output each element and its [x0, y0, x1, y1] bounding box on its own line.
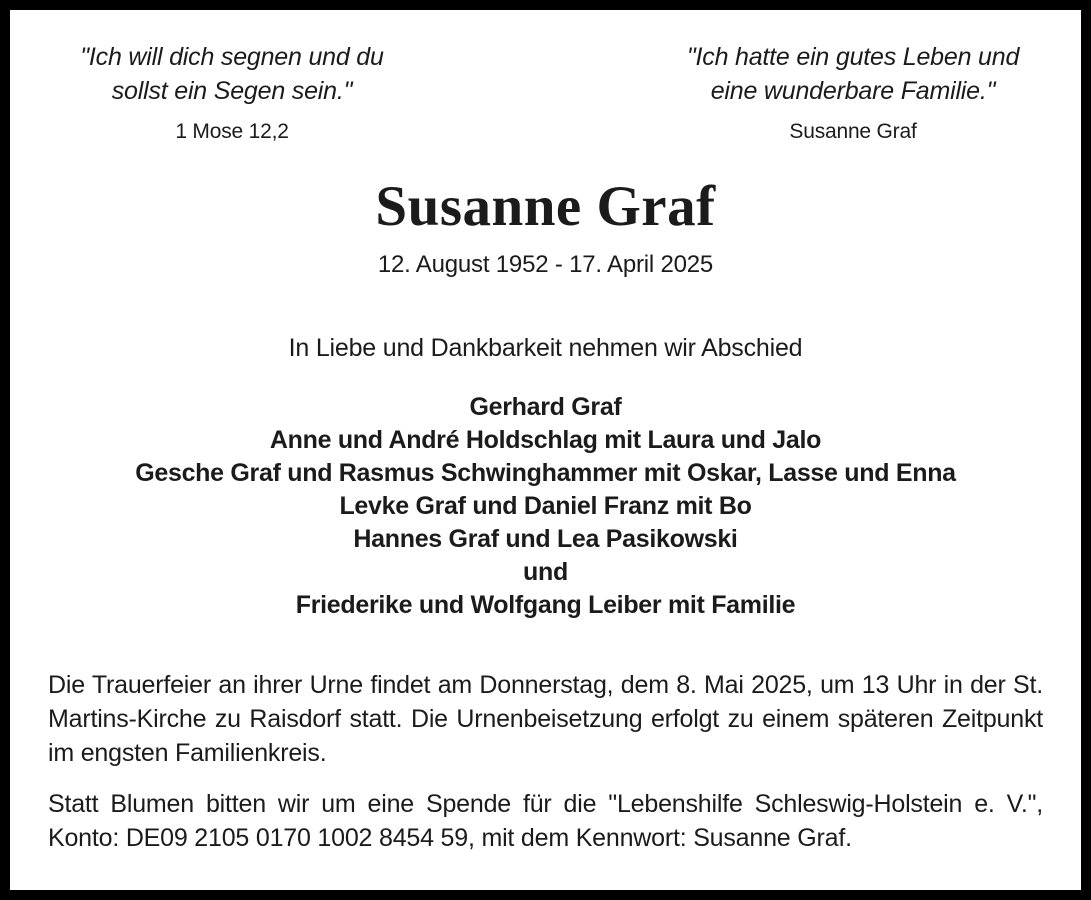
mourner-line: und — [523, 558, 568, 586]
mourner-line: Levke Graf und Daniel Franz mit Bo — [339, 492, 752, 520]
mourner-line: Hannes Graf und Lea Pasikowski — [353, 525, 738, 553]
mourner-line: Gerhard Graf — [469, 393, 622, 421]
quote-right-attribution: Susanne Graf — [789, 120, 917, 143]
deceased-name: Susanne Graf — [375, 175, 716, 238]
intro-line: In Liebe und Dankbarkeit nehmen wir Abschied — [288, 334, 803, 362]
quote-right — [663, 40, 1043, 149]
funeral-details-paragraph: Die Trauerfeier an ihrer Urne findet am Donnerstag, dem 8. Mai 2025, um 13 Uhr in der St. Martins-Kirche zu Raisdorf statt. Die Urnenbeisetzung erfolgt zu einem späteren Zeitpunkt im engsten Familienkreis. — [48, 671, 1043, 767]
quote-left-line-1: "Ich will dich segnen und du — [80, 43, 384, 71]
quote-right-line-1: "Ich hatte ein gutes Leben und — [686, 43, 1020, 71]
mourners-list — [48, 391, 1043, 622]
quote-left-attribution: 1 Mose 12,2 — [175, 120, 289, 143]
quote-left — [48, 40, 416, 149]
life-dates: 12. August 1952 - 17. April 2025 — [377, 251, 714, 278]
quote-left-line-2: sollst ein Segen sein." — [111, 77, 353, 105]
quotes-header — [48, 40, 1043, 149]
donation-paragraph: Statt Blumen bitten wir um eine Spende für die "Lebenshilfe Schleswig-Holstein e. V.", Konto: DE09 2105 0170 1002 8454 59, mit dem Kennwort: Susanne Graf. — [48, 790, 1043, 852]
mourner-line: Gesche Graf und Rasmus Schwinghammer mit Oskar, Lasse und Enna — [135, 459, 956, 487]
mourner-line: Friederike und Wolfgang Leiber mit Familie — [295, 591, 796, 619]
quote-right-line-2: eine wunderbare Familie." — [710, 77, 996, 105]
mourner-line: Anne und André Holdschlag mit Laura und Jalo — [269, 426, 822, 454]
